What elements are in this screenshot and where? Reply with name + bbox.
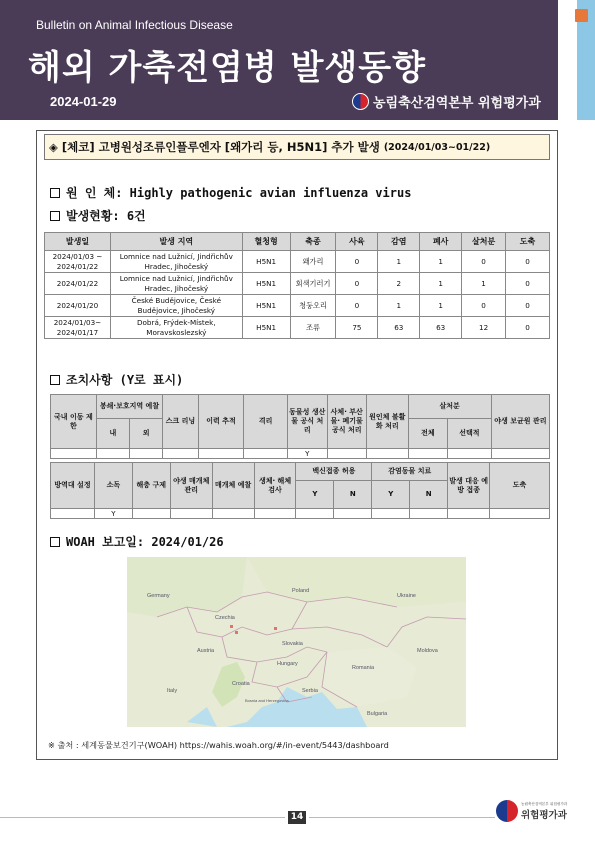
measure-cell [170, 509, 212, 519]
measure-cell [490, 509, 550, 519]
header-culling-all: 전체 [408, 419, 448, 449]
table-cell: H5N1 [242, 273, 290, 295]
table-cell: 0 [506, 251, 550, 273]
footer-logo [496, 800, 567, 822]
table-cell: 조류 [290, 317, 336, 339]
table-cell: 1 [420, 295, 462, 317]
header-pathogen-disposal: 원인체 불활화 처리 [367, 395, 409, 449]
table-cell: 0 [336, 273, 378, 295]
measure-cell [334, 509, 372, 519]
table-cell: 1 [378, 295, 420, 317]
footer-logo-big: 위험평가과 [521, 809, 567, 821]
measure-cell [448, 509, 490, 519]
header-disinfection: 소독 [94, 463, 132, 509]
map-label-serbia: Serbia [302, 688, 318, 694]
measures-table-2 [50, 462, 550, 519]
map-label-ukraine: Ukraine [397, 593, 416, 599]
column-header: 사육 [336, 233, 378, 251]
header-domestic-move: 국내 이동 제한 [51, 395, 97, 449]
column-header: 도축 [506, 233, 550, 251]
map-label-germany: Germany [147, 593, 170, 599]
map-label-hungary: Hungary [277, 661, 298, 667]
column-header: 혈청형 [242, 233, 290, 251]
agency-block [352, 92, 541, 111]
measure-cell [51, 509, 95, 519]
map-label-croatia: Croatia [232, 681, 250, 687]
checkbox-icon [50, 188, 60, 198]
measure-cell [244, 449, 288, 459]
outbreak-table [44, 232, 550, 339]
header-animal-products: 동물성 생산물 공식 처리 [288, 395, 328, 449]
header-screening: 스크 리닝 [163, 395, 198, 449]
map-label-bosnia: Bosnia and Herzegovina [245, 698, 289, 703]
table-cell: 75 [336, 317, 378, 339]
measures-value-row-2 [51, 509, 550, 519]
outbreak-status-label: 발생현황: 6건 [66, 209, 146, 223]
table-cell: 2024/01/03~ 2024/01/17 [45, 317, 111, 339]
header-containment-in: 내 [96, 419, 129, 449]
outbreak-status-line [50, 207, 146, 224]
table-cell: 회색기러기 [290, 273, 336, 295]
measure-cell [327, 449, 367, 459]
header-carcass: 사체· 부산물· 폐기물 공식 처리 [327, 395, 367, 449]
header-slaughter: 도축 [490, 463, 550, 509]
header-culling-selective: 선택적 [448, 419, 492, 449]
table-cell: 1 [378, 251, 420, 273]
government-emblem-icon [352, 93, 369, 110]
header-vaccination: 백신접종 허용 [296, 463, 372, 481]
table-cell: 2024/01/03 ~ 2024/01/22 [45, 251, 111, 273]
header-vacc-n: N [334, 481, 372, 509]
header-wildlife-mgmt: 야생 매개체 관리 [170, 463, 212, 509]
government-emblem-icon [496, 800, 518, 822]
footer-divider [309, 817, 495, 818]
table-cell: H5N1 [242, 317, 290, 339]
column-header: 감염 [378, 233, 420, 251]
table-cell: 0 [462, 251, 506, 273]
measures-value-row-1 [51, 449, 550, 459]
header-treatment: 감염동물 치료 [372, 463, 448, 481]
table-cell: 왜가리 [290, 251, 336, 273]
measure-cell: Y [94, 509, 132, 519]
header-biosecurity-zone: 방역대 설정 [51, 463, 95, 509]
header-quarantine: 격리 [244, 395, 288, 449]
checkbox-icon [50, 375, 60, 385]
map-label-czechia: Czechia [215, 615, 235, 621]
table-cell: 청둥오리 [290, 295, 336, 317]
measure-cell [198, 449, 244, 459]
table-cell: 0 [336, 295, 378, 317]
column-header: 축종 [290, 233, 336, 251]
measure-cell [51, 449, 97, 459]
header-culling: 살처분 [408, 395, 491, 419]
header-containment: 봉쇄·보호지역 예찰 [96, 395, 163, 419]
map-label-austria: Austria [197, 648, 215, 654]
table-cell: 0 [506, 295, 550, 317]
measure-cell [296, 509, 334, 519]
header-treat-n: N [410, 481, 448, 509]
measure-cell [408, 449, 448, 459]
header-containment-out: 외 [130, 419, 163, 449]
map-svg [127, 557, 466, 727]
report-date: 2024-01-29 [50, 94, 117, 109]
topic-bar [44, 134, 550, 160]
column-header: 살처분 [462, 233, 506, 251]
table-cell: 0 [506, 317, 550, 339]
header-vacc-y: Y [296, 481, 334, 509]
map-label-poland: Poland [292, 588, 310, 594]
checkbox-icon [50, 537, 60, 547]
map-label-bulgaria: Bulgaria [367, 711, 388, 717]
measure-cell [254, 509, 296, 519]
topic-title: [체코] 고병원성조류인플루엔자 [왜가리 등, H5N1] 추가 발생 [61, 140, 380, 154]
table-cell: 2 [378, 273, 420, 295]
table-cell: 63 [378, 317, 420, 339]
table-cell: 2024/01/20 [45, 295, 111, 317]
measures-label: 조치사항 (Y로 표시) [66, 373, 184, 387]
map-label-slovakia: Slovakia [282, 641, 303, 647]
woah-line [50, 533, 224, 550]
table-cell: H5N1 [242, 295, 290, 317]
table-cell: 1 [420, 251, 462, 273]
topic-period: (2024/01/03~01/22) [383, 141, 491, 153]
map-label-moldova: Moldova [417, 648, 438, 654]
page-title: 해외 가축전염병 발생동향 [28, 48, 426, 88]
header-vector-control: 해충 구제 [132, 463, 170, 509]
table-cell: 0 [462, 295, 506, 317]
footer-divider [0, 817, 285, 818]
outbreak-map[interactable] [127, 557, 466, 727]
checkbox-icon [50, 211, 60, 221]
table-cell: 1 [420, 273, 462, 295]
map-label-romania: Romania [352, 665, 375, 671]
table-cell: Dobrá, Frýdek-Místek, Moravskoslezský [110, 317, 242, 339]
measure-cell [491, 449, 549, 459]
agency-name: 농림축산검역본부 위험평가과 [373, 96, 541, 111]
table-cell: 2024/01/22 [45, 273, 111, 295]
topic-marker: ◈ [49, 140, 58, 154]
table-cell: Lomnice nad Lužnicí, Jindřichův Hradec, Jihočeský [110, 251, 242, 273]
pathogen-line [50, 184, 411, 201]
measure-cell [163, 449, 198, 459]
page-number: 14 [288, 811, 306, 824]
table-row [45, 295, 550, 317]
measures-line [50, 371, 183, 388]
measure-cell [367, 449, 409, 459]
table-cell: 1 [462, 273, 506, 295]
header-orange-square [575, 9, 588, 22]
table-row [45, 273, 550, 295]
table-cell: 0 [506, 273, 550, 295]
measure-cell: Y [288, 449, 328, 459]
woah-label: WOAH 보고일: 2024/01/26 [66, 535, 224, 549]
column-header: 발생 지역 [110, 233, 242, 251]
header-treat-y: Y [372, 481, 410, 509]
pathogen-label: 원 인 체: Highly pathogenic avian influenza virus [66, 186, 412, 200]
table-cell: H5N1 [242, 251, 290, 273]
measure-cell [130, 449, 163, 459]
table-cell: 12 [462, 317, 506, 339]
measures-table-1 [50, 394, 550, 459]
header-vector-surveillance: 매개체 예찰 [212, 463, 254, 509]
header-live-dead-test: 생체· 해체 검사 [254, 463, 296, 509]
footer-logo-small: 농림축산검역본부 위험평가과 [521, 801, 568, 806]
measure-cell [372, 509, 410, 519]
bulletin-subtitle: Bulletin on Animal Infectious Disease [36, 18, 233, 32]
table-cell: České Budějovice, České Budějovice, Jihočeský [110, 295, 242, 317]
measure-cell [448, 449, 492, 459]
column-header: 발생일 [45, 233, 111, 251]
table-cell: 0 [336, 251, 378, 273]
table-cell: Lomnice nad Lužnicí, Jindřichův Hradec, Jihočeský [110, 273, 242, 295]
measure-cell [212, 509, 254, 519]
table-header-row [45, 233, 550, 251]
measure-cell [96, 449, 129, 459]
source-note: ※ 출처 : 세계동물보건기구(WOAH) https://wahis.woah.org/#/in-event/5443/dashboard [48, 740, 389, 750]
table-row [45, 251, 550, 273]
table-cell: 63 [420, 317, 462, 339]
measure-cell [410, 509, 448, 519]
measure-cell [132, 509, 170, 519]
header-prevent-vacc: 발생 대응 예방 접종 [448, 463, 490, 509]
table-row [45, 317, 550, 339]
column-header: 폐사 [420, 233, 462, 251]
map-label-italy: Italy [167, 688, 178, 694]
header-tracing: 이력 추적 [198, 395, 244, 449]
header-wildlife-reservoir: 야생 보균원 관리 [491, 395, 549, 449]
